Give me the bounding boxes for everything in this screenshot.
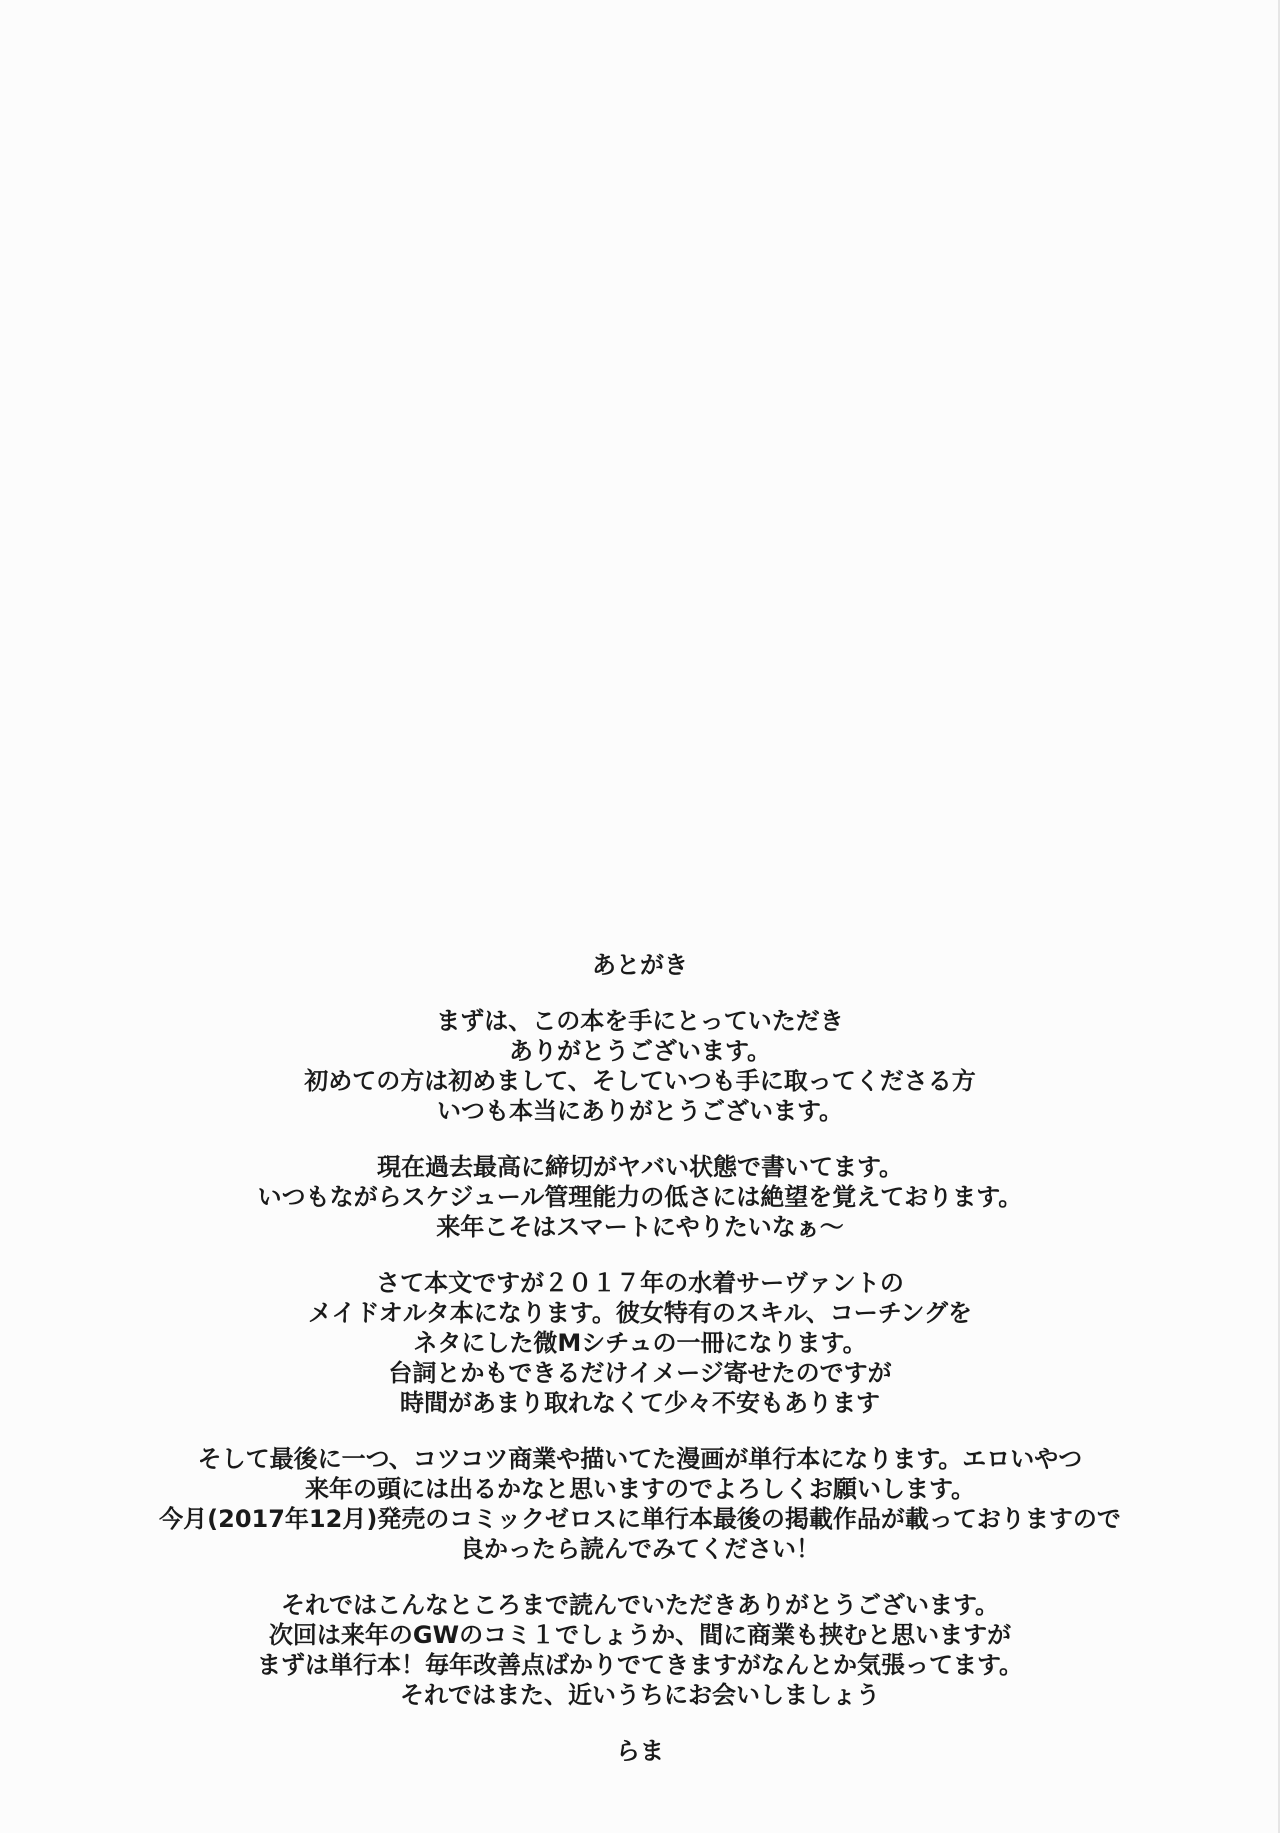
text-line: まずは単行本！毎年改善点ばかりでてきますがなんとか気張ってます。 [256, 1651, 1024, 1679]
text-line: メイドオルタ本になります。彼女特有のスキル、コーチングを [307, 1299, 973, 1327]
text-line: 次回は来年のGWのコミ１でしょうか、間に商業も挟むと思いますが [268, 1621, 1012, 1649]
paragraph-closing [0, 1590, 1280, 1710]
text-line: 時間があまり取れなくて少々不安もあります [400, 1389, 880, 1417]
text-line: 現在過去最高に締切がヤバい状態で書いてます。 [376, 1153, 904, 1181]
text-line: 来年こそはスマートにやりたいなぁ～ [436, 1213, 844, 1241]
text-line: さて本文ですが２０１７年の水着サーヴァントの [376, 1269, 904, 1297]
author-signature: らま [616, 1737, 664, 1765]
text-line: 今月(2017年12月)発売のコミックゼロスに単行本最後の掲載作品が載っておりますので [159, 1505, 1121, 1533]
text-line: ネタにした微Mシチュの一冊になります。 [413, 1329, 867, 1357]
afterword-heading: あとがき [592, 951, 688, 979]
text-line: まずは、この本を手にとっていただき [436, 1007, 844, 1035]
text-line: 良かったら読んでみてください！ [460, 1535, 820, 1563]
text-line: それではまた、近いうちにお会いしましょう [400, 1681, 880, 1709]
text-line: それではこんなところまで読んでいただきありがとうございます。 [280, 1591, 1000, 1619]
text-line: 来年の頭には出るかなと思いますのでよろしくお願いします。 [304, 1475, 976, 1503]
text-line: 台詞とかもできるだけイメージ寄せたのですが [388, 1359, 892, 1387]
paragraph-deadline [0, 1152, 1280, 1242]
paragraph-thanks [0, 1006, 1280, 1126]
paragraph-announcement [0, 1444, 1280, 1564]
text-line: いつもながらスケジュール管理能力の低さには絶望を覚えております。 [257, 1183, 1023, 1211]
text-line: ありがとうございます。 [508, 1037, 772, 1065]
paragraph-content [0, 1268, 1280, 1418]
afterword-section [0, 950, 1280, 1766]
text-line: 初めての方は初めまして、そしていつも手に取ってくださる方 [304, 1067, 976, 1095]
text-line: いつも本当にありがとうございます。 [436, 1097, 844, 1125]
text-line: そして最後に一つ、コツコツ商業や描いてた漫画が単行本になります。エロいやつ [197, 1445, 1083, 1473]
